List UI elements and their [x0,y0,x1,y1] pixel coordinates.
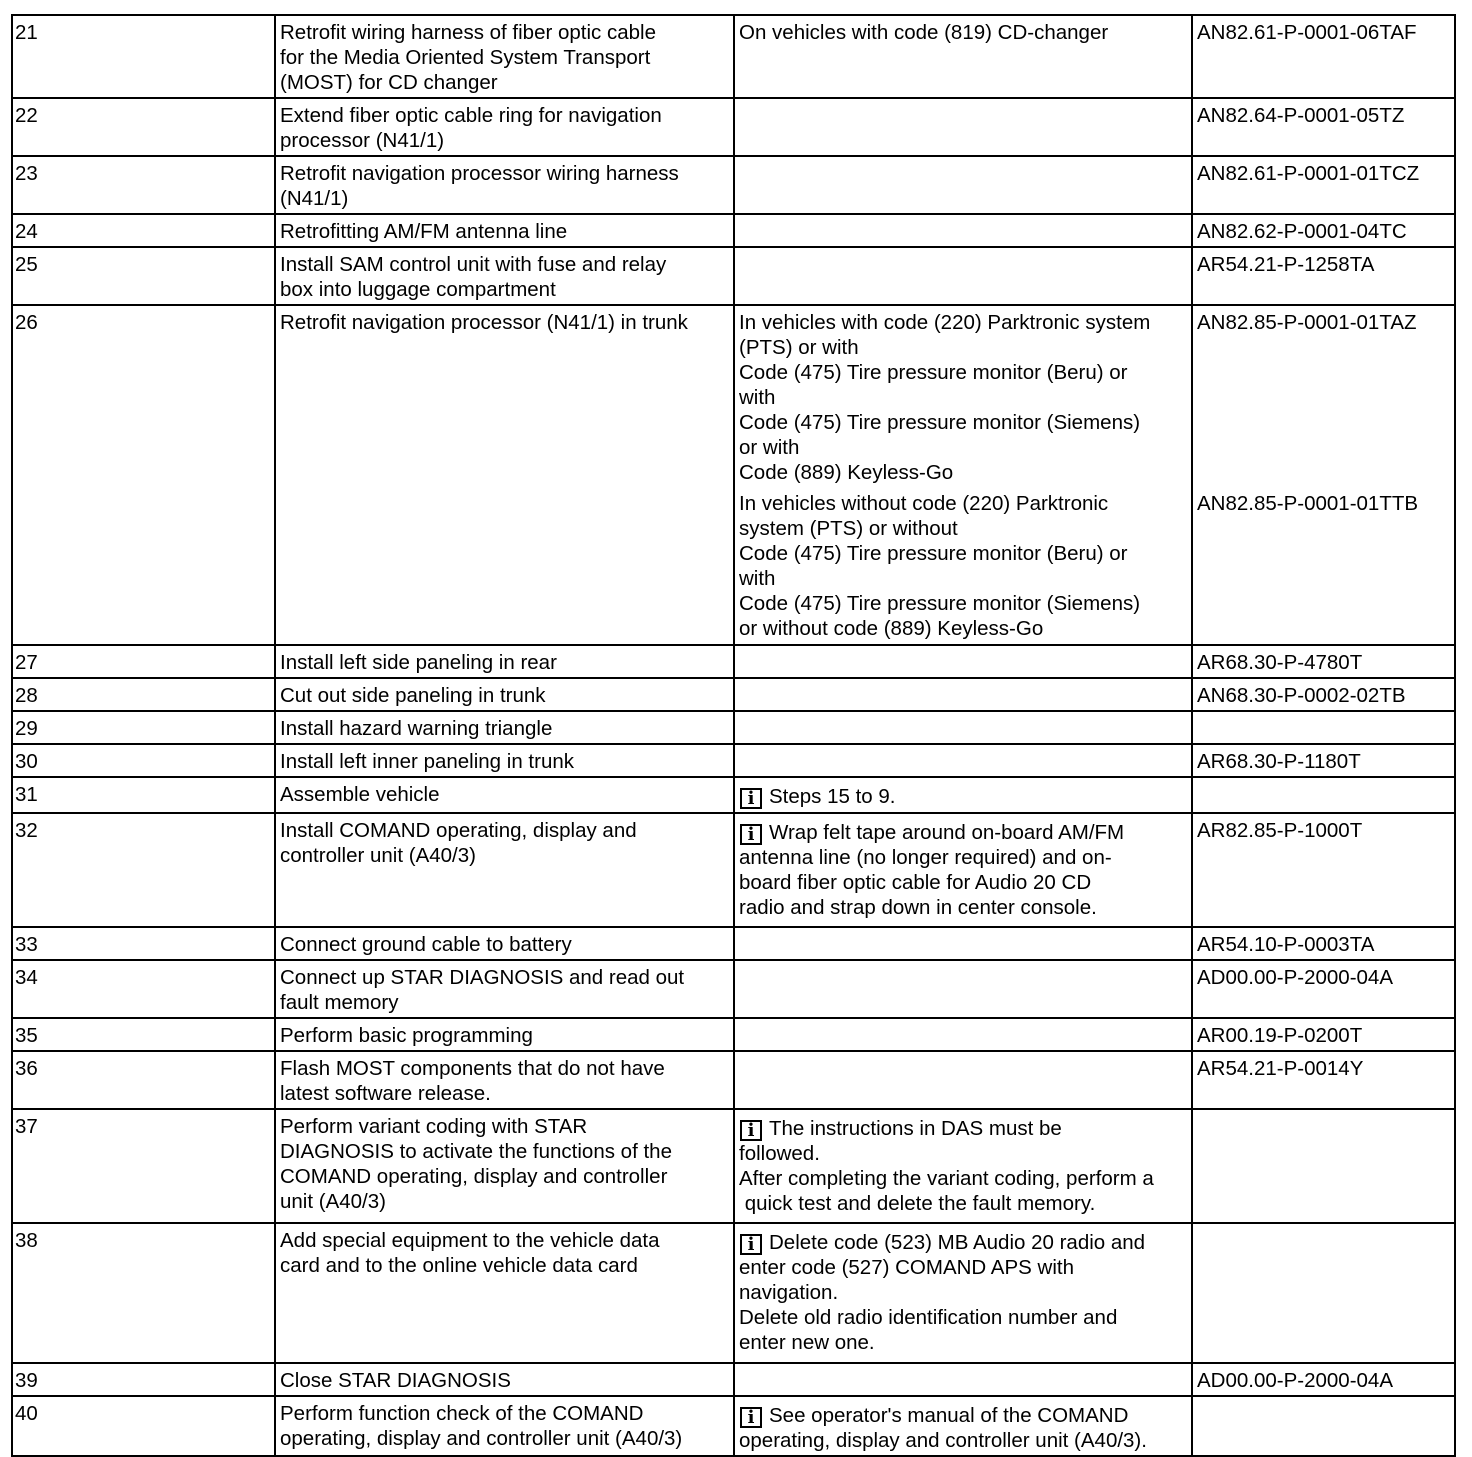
table-row [12,1109,1455,1223]
note-text-line: antenna line (no longer required) and on- [739,846,1112,869]
operation-text-line: Perform variant coding with STAR [280,1115,588,1138]
reference-cell [1192,1223,1455,1363]
step-number: 24 [15,220,38,243]
step-cell [12,927,275,960]
operation-text-line: Retrofit navigation processor (N41/1) in trunk [280,311,688,334]
notes-cell [734,98,1192,156]
operation-text-line: Connect up STAR DIAGNOSIS and read out [280,966,685,989]
note-text-line: Delete code (523) MB Audio 20 radio and [769,1231,1146,1254]
step-number: 34 [15,966,38,989]
document-reference-link[interactable]: AR54.10-P-0003TA [1197,933,1375,956]
table-row [12,777,1455,813]
reference-cell [1192,214,1455,247]
note-text-line: Code (475) Tire pressure monitor (Beru) or [739,542,1128,565]
operation-cell [275,927,734,960]
note-text-line: See operator's manual of the COMAND [769,1404,1129,1427]
operation-text-line: Retrofit wiring harness of fiber optic cable [280,21,657,44]
operation-cell [275,645,734,678]
notes-cell [734,1396,1192,1456]
operation-cell [275,214,734,247]
step-cell [12,15,275,98]
notes-cell [734,744,1192,777]
info-icon: i [740,824,762,845]
step-cell [12,214,275,247]
reference-cell [1192,156,1455,214]
document-reference-link[interactable]: AR54.21-P-1258TA [1197,253,1375,276]
operation-text-line: Retrofitting AM/FM antenna line [280,220,568,243]
operation-cell [275,777,734,813]
operation-text-line: latest software release. [280,1082,491,1105]
note-text-line: or without code (889) Keyless-Go [739,617,1044,640]
step-number: 26 [15,311,38,334]
operation-cell [275,247,734,305]
note-text-line: radio and strap down in center console. [739,896,1097,919]
operation-cell [275,744,734,777]
note-text-line: Code (889) Keyless-Go [739,461,954,484]
step-cell [12,305,275,645]
note-block [739,491,1187,641]
operation-cell [275,98,734,156]
operation-cell [275,678,734,711]
notes-cell [734,1223,1192,1363]
operation-text-line: Cut out side paneling in trunk [280,684,546,707]
step-number: 29 [15,717,38,740]
operation-cell [275,813,734,927]
info-icon: i [740,1120,762,1141]
reference-cell [1192,927,1455,960]
reference-cell [1192,1363,1455,1396]
note-first-line [739,1116,1187,1141]
operation-text-line: Install hazard warning triangle [280,717,553,740]
note-text-line: navigation. [739,1281,839,1304]
operation-text-line: COMAND operating, display and controller [280,1165,668,1188]
notes-cell [734,1109,1192,1223]
document-reference-link[interactable]: AN82.62-P-0001-04TC [1197,220,1407,243]
operation-text-line: fault memory [280,991,399,1014]
table-row [12,744,1455,777]
operation-cell [275,15,734,98]
notes-cell [734,645,1192,678]
step-number: 22 [15,104,38,127]
operation-cell [275,1109,734,1223]
note-text-line: Code (475) Tire pressure monitor (Siemens) [739,592,1141,615]
document-reference-link[interactable]: AN82.61-P-0001-06TAF [1197,21,1417,44]
operation-text-line: Install COMAND operating, display and [280,819,637,842]
operation-cell [275,1223,734,1363]
step-cell [12,744,275,777]
note-text-line: operating, display and controller unit (A40/3). [739,1429,1147,1452]
table-row [12,1396,1455,1456]
step-number: 40 [15,1402,38,1425]
step-number: 36 [15,1057,38,1080]
table-row [12,1018,1455,1051]
document-reference-link[interactable]: AN82.61-P-0001-01TCZ [1197,162,1420,185]
reference-cell [1192,1396,1455,1456]
document-reference-link[interactable]: AN82.85-P-0001-01TTB [1197,492,1419,515]
note-text-line: Delete old radio identification number and [739,1306,1118,1329]
document-reference-link[interactable]: AR82.85-P-1000T [1197,819,1363,842]
step-number: 39 [15,1369,38,1392]
operation-cell [275,1051,734,1109]
note-text-line: Wrap felt tape around on-board AM/FM [769,821,1125,844]
note-block [739,1230,1187,1355]
operation-text-line: operating, display and controller unit (A40/3) [280,1427,683,1450]
table-body [12,15,1455,1456]
work-steps-table [11,14,1456,1457]
notes-cell [734,711,1192,744]
operation-cell [275,156,734,214]
notes-cell [734,1363,1192,1396]
step-number: 32 [15,819,38,842]
table-row [12,813,1455,927]
document-reference-link[interactable]: AR68.30-P-4780T [1197,651,1363,674]
step-number: 30 [15,750,38,773]
operation-text-line: Install left inner paneling in trunk [280,750,575,773]
reference-cell [1192,247,1455,305]
operation-cell [275,305,734,645]
document-reference-link[interactable]: AD00.00-P-2000-04A [1197,966,1394,989]
step-number: 37 [15,1115,38,1138]
notes-cell [734,1051,1192,1109]
note-text-line: (PTS) or with [739,336,859,359]
table-row [12,15,1455,98]
document-reference-link[interactable]: AN82.85-P-0001-01TAZ [1197,311,1417,334]
operation-text-line: controller unit (A40/3) [280,844,476,867]
reference-cell [1192,98,1455,156]
note-text-line: or with [739,436,800,459]
notes-cell [734,156,1192,214]
step-number: 31 [15,783,38,806]
operation-text-line: Connect ground cable to battery [280,933,572,956]
table-row [12,98,1455,156]
note-block [739,820,1187,920]
step-cell [12,1396,275,1456]
step-cell [12,678,275,711]
table-row [12,711,1455,744]
note-text-line: with [739,567,776,590]
operation-text-line: Perform function check of the COMAND [280,1402,644,1425]
notes-cell [734,960,1192,1018]
note-text-line: Code (475) Tire pressure monitor (Beru) or [739,361,1128,384]
document-reference-link[interactable]: AR68.30-P-1180T [1197,750,1361,773]
step-cell [12,1109,275,1223]
operation-text-line: Extend fiber optic cable ring for navigation [280,104,662,127]
operation-cell [275,711,734,744]
operation-text-line: Install left side paneling in rear [280,651,557,674]
operation-cell [275,1018,734,1051]
table-row [12,214,1455,247]
operation-text-line: (MOST) for CD changer [280,71,498,94]
reference-cell [1192,711,1455,744]
reference-cell [1192,15,1455,98]
operation-text-line: Add special equipment to the vehicle data [280,1229,660,1252]
note-first-line [739,820,1187,845]
reference-cell [1192,678,1455,711]
step-cell [12,1223,275,1363]
note-text-line: system (PTS) or without [739,517,958,540]
operation-text-line: (N41/1) [280,187,349,210]
step-number: 21 [15,21,38,44]
note-text-line: Steps 15 to 9. [769,785,896,808]
operation-text-line: card and to the online vehicle data card [280,1254,638,1277]
table-row [12,678,1455,711]
document-reference-link[interactable]: AN68.30-P-0002-02TB [1197,684,1406,707]
reference-cell [1192,1051,1455,1109]
document-reference-link[interactable]: AN82.64-P-0001-05TZ [1197,104,1405,127]
note-text-line: On vehicles with code (819) CD-changer [739,21,1109,44]
reference-cell [1192,305,1455,645]
notes-cell [734,777,1192,813]
note-first-line [739,1403,1187,1428]
step-cell [12,1051,275,1109]
operation-text-line: Flash MOST components that do not have [280,1057,665,1080]
step-number: 33 [15,933,38,956]
notes-cell [734,678,1192,711]
step-number: 38 [15,1229,38,1252]
note-text-line: Code (475) Tire pressure monitor (Siemens) [739,411,1141,434]
reference-cell [1192,1018,1455,1051]
operation-text-line: for the Media Oriented System Transport [280,46,651,69]
reference-cell [1192,645,1455,678]
reference-cell [1192,744,1455,777]
note-text-line: After completing the variant coding, perform a [739,1167,1154,1190]
document-reference-link[interactable]: AR00.19-P-0200T [1197,1024,1363,1047]
operation-text-line: DIAGNOSIS to activate the functions of the [280,1140,672,1163]
reference-cell [1192,960,1455,1018]
step-number: 23 [15,162,38,185]
document-reference-link[interactable]: AD00.00-P-2000-04A [1197,1369,1394,1392]
operation-text-line: Install SAM control unit with fuse and relay [280,253,667,276]
step-cell [12,813,275,927]
reference-cell [1192,777,1455,813]
step-cell [12,247,275,305]
operation-text-line: Perform basic programming [280,1024,533,1047]
table-row [12,1051,1455,1109]
step-cell [12,1018,275,1051]
info-icon: i [740,1407,762,1428]
note-block [739,1116,1187,1216]
notes-cell [734,927,1192,960]
note-text-line: quick test and delete the fault memory. [739,1192,1096,1215]
reference-cell [1192,813,1455,927]
operation-text-line: unit (A40/3) [280,1190,386,1213]
operation-cell [275,1396,734,1456]
notes-cell [734,813,1192,927]
operation-text-line: Close STAR DIAGNOSIS [280,1369,511,1392]
notes-cell [734,1018,1192,1051]
step-number: 35 [15,1024,38,1047]
note-text-line: The instructions in DAS must be [769,1117,1062,1140]
operation-text-line: processor (N41/1) [280,129,445,152]
info-icon: i [740,1234,762,1255]
reference-cell [1192,1109,1455,1223]
note-text-line: In vehicles with code (220) Parktronic system [739,311,1151,334]
note-block [739,784,1187,809]
table-row [12,1223,1455,1363]
notes-cell [734,214,1192,247]
step-cell [12,645,275,678]
note-text-line: board fiber optic cable for Audio 20 CD [739,871,1092,894]
table-row [12,156,1455,214]
table-row [12,305,1455,645]
step-number: 25 [15,253,38,276]
note-text-line: enter new one. [739,1331,875,1354]
operation-cell [275,960,734,1018]
note-text-line: followed. [739,1142,820,1165]
note-first-line [739,784,1187,809]
step-cell [12,711,275,744]
step-cell [12,98,275,156]
note-first-line [739,1230,1187,1255]
table-row [12,927,1455,960]
note-text-line: with [739,386,776,409]
info-icon: i [740,788,762,809]
table-row [12,1363,1455,1396]
notes-cell [734,305,1192,645]
table-row [12,645,1455,678]
step-number: 28 [15,684,38,707]
step-cell [12,156,275,214]
notes-cell [734,247,1192,305]
note-block [739,1403,1187,1453]
operation-text-line: Retrofit navigation processor wiring harness [280,162,679,185]
note-text-line: enter code (527) COMAND APS with [739,1256,1074,1279]
note-block [739,20,1187,45]
table-row [12,247,1455,305]
step-cell [12,777,275,813]
operation-cell [275,1363,734,1396]
operation-text-line: box into luggage compartment [280,278,556,301]
table-row [12,960,1455,1018]
step-cell [12,1363,275,1396]
operation-text-line: Assemble vehicle [280,783,440,806]
notes-cell [734,15,1192,98]
document-reference-link[interactable]: AR54.21-P-0014Y [1197,1057,1364,1080]
note-text-line: In vehicles without code (220) Parktronic [739,492,1109,515]
note-block [739,310,1187,485]
step-number: 27 [15,651,38,674]
step-cell [12,960,275,1018]
